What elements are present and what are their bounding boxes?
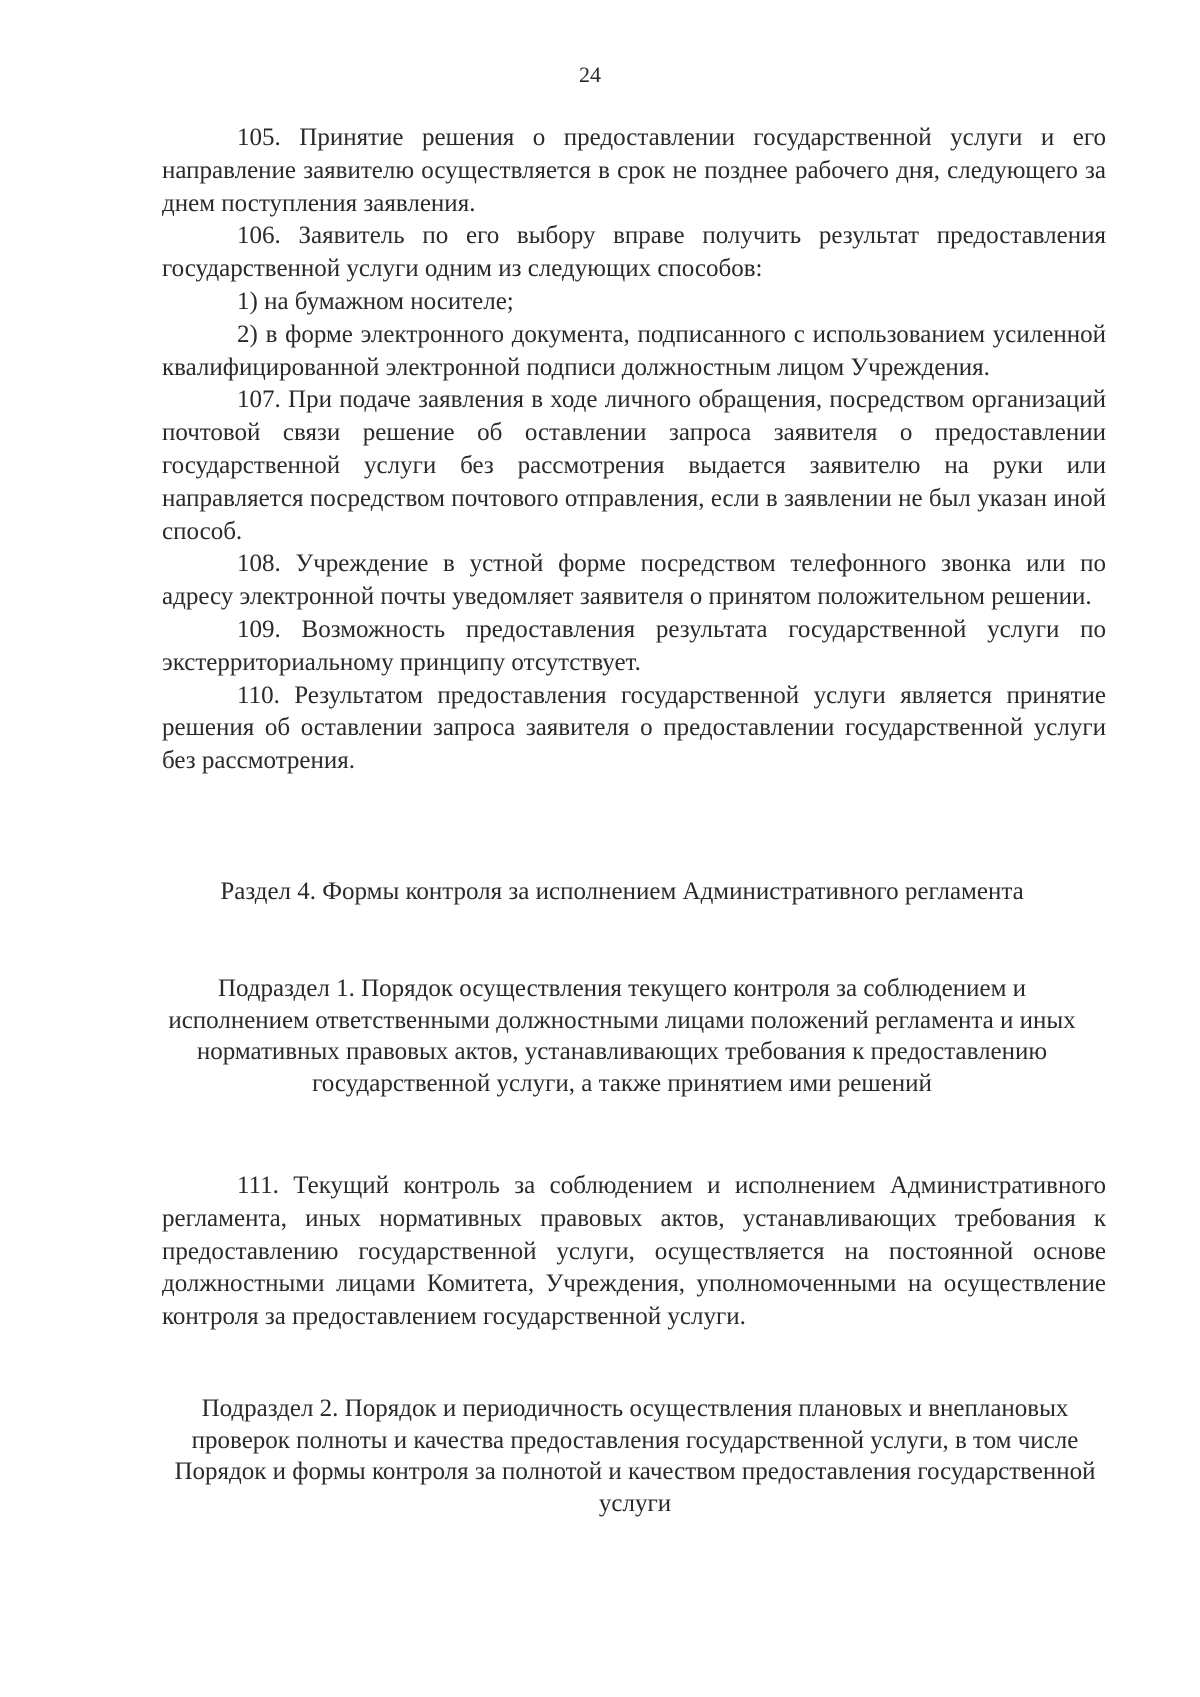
paragraph-106: 106. Заявитель по его выбору вправе получить результат предоставления государственной услуги одним из следующих способов: [162,222,1106,283]
subsection-1-heading: Подраздел 1. Порядок осуществления текущего контроля за соблюдением и исполнением ответственными должностными лицами положений регламента и иных нормативных правовых актов, устанавливающих требования к предоставлению государственной услуги, а также принятием ими решений [168,975,1076,1097]
paragraph-107: 107. При подаче заявления в ходе личного обращения, посредством организаций почтовой связи решение об оставлении запроса заявителя о предоставлении государственной услуги без рассмотрения выдается заявителю на руки или направляется посредством почтового отправления, если в заявлении не был указан иной способ. [162,386,1106,545]
paragraph-110: 110. Результатом предоставления государственной услуги является принятие решения об оставлении запроса заявителя о предоставлении государственной услуги без рассмотрения. [162,681,1106,775]
paragraph-111-block [162,1170,1106,1334]
paragraph-108: 108. Учреждение в устной форме посредством телефонного звонка или по адресу электронной почты уведомляет заявителя о принятом положительном решении. [162,550,1106,611]
paragraph-105: 105. Принятие решения о предоставлении государственной услуги и его направление заявителю осуществляется в срок не позднее рабочего дня, следующего за днем поступления заявления. [162,124,1106,217]
subsection-2-heading: Подраздел 2. Порядок и периодичность осуществления плановых и внеплановых проверок полноты и качества предоставления государственной услуги, в том числе Порядок и формы контроля за полнотой и качеством предоставления государственной услуги [174,1395,1096,1517]
paragraph-106-item-2: 2) в форме электронного документа, подписанного с использованием усиленной квалифицированной электронной подписи должностным лицом Учреждения. [162,320,1106,381]
section-4-heading: Раздел 4. Формы контроля за исполнением Административного регламента [220,878,1024,905]
paragraphs-105-110 [162,122,1106,778]
page-number: 24 [579,62,601,87]
paragraph-109: 109. Возможность предоставления результата государственной услуги по экстерриториальному принципу отсутствует. [162,615,1106,676]
paragraph-106-item-1: 1) на бумажном носителе; [237,287,514,315]
paragraph-111: 111. Текущий контроль за соблюдением и исполнением Административного регламента, иных нормативных правовых актов, устанавливающих требования к предоставлению государственной услуги, осуществляется на постоянной основе должностными лицами Комитета, Учреждения, уполномоченными на осуществление контроля за предоставлением государственной услуги. [162,1172,1106,1331]
